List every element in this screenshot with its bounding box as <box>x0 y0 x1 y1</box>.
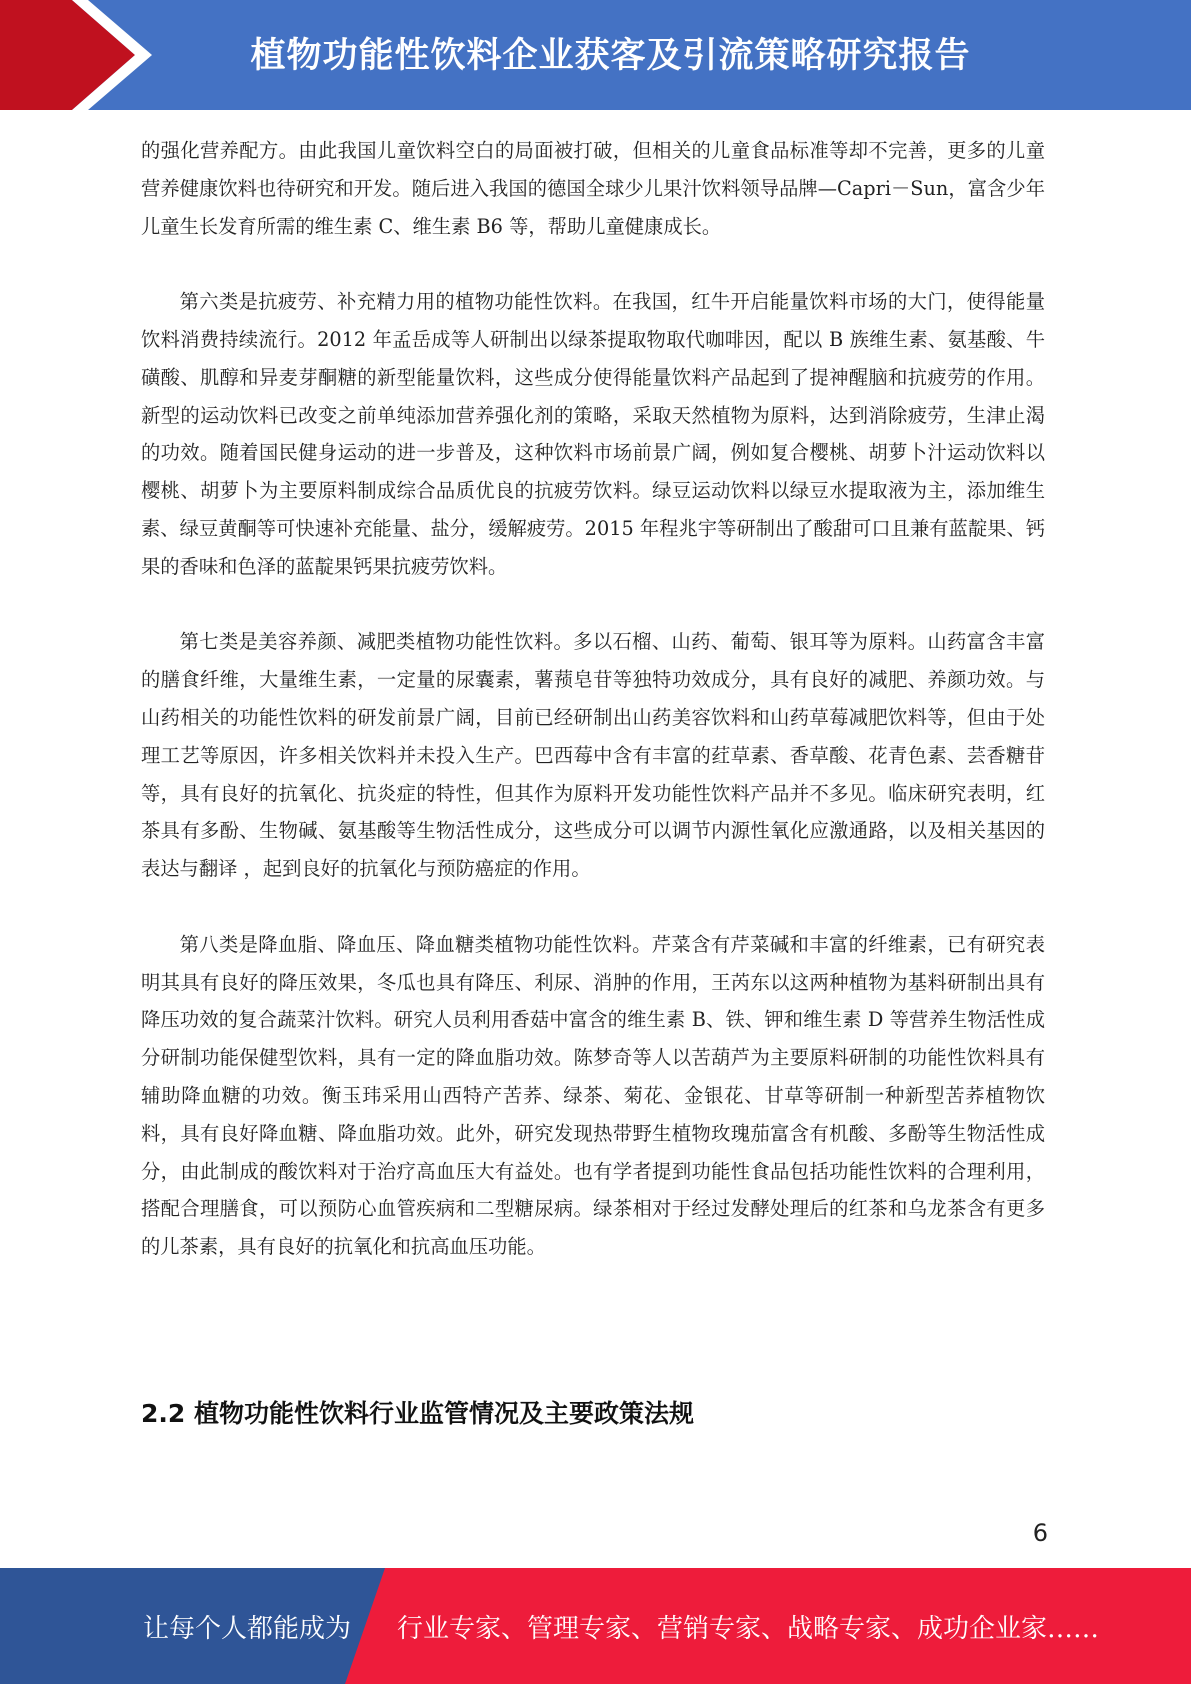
paragraph-category-six: 第六类是抗疲劳、补充精力用的植物功能性饮料。在我国，红牛开启能量饮料市场的大门，使得能量饮料消费持续流行。2012 年孟岳成等人研制出以绿茶提取物取代咖啡因，配以 B 族维生素、氨基酸、牛磺酸、肌醇和异麦芽酮糖的新型能量饮料，这些成分使得能量饮料产品起到了提神醒脑和抗疲劳的作用。新型的运动饮料已改变之前单纯添加营养强化剂的策略，采取天然植物为原料，达到消除疲劳，生津止渴的功效。随着国民健身运动的进一步普及，这种饮料市场前景广阔，例如复合樱桃、胡萝卜汁运动饮料以樱桃、胡萝卜为主要原料制成综合品质优良的抗疲劳饮料。绿豆运动饮料以绿豆水提取液为主，添加维生素、绿豆黄酮等可快速补充能量、盐分，缓解疲劳。2015 年程兆宇等研制出了酸甜可口且兼有蓝靛果、钙果的香味和色泽的蓝靛果钙果抗疲劳饮料。 <box>141 290 1045 578</box>
footer-slogan-left: 让每个人都能成为 <box>143 1614 352 1644</box>
section-heading: 2.2 植物功能性饮料行业监管情况及主要政策法规 <box>141 1399 694 1428</box>
document-body <box>141 132 1045 1266</box>
report-title: 植物功能性饮料企业获客及引流策略研究报告 <box>250 36 971 76</box>
footer-banner <box>0 1568 1191 1684</box>
paragraph-category-eight: 第八类是降血脂、降血压、降血糖类植物功能性饮料。芹菜含有芹菜碱和丰富的纤维素，已有研究表明其具有良好的降压效果，冬瓜也具有降压、利尿、消肿的作用，王芮东以这两种植物为基料研制出具有降压功效的复合蔬菜汁饮料。研究人员利用香菇中富含的维生素 B、铁、钾和维生素 D 等营养生物活性成分研制功能保健型饮料，具有一定的降血脂功效。陈梦奇等人以苦葫芦为主要原料研制的功能性饮料具有辅助降血糖的功效。衡玉玮采用山西特产苦荞、绿茶、菊花、金银花、甘草等研制一种新型苦荞植物饮料，具有良好降血糖、降血脂功效。此外，研究发现热带野生植物玫瑰茄富含有机酸、多酚等生物活性成分，由此制成的酸饮料对于治疗高血压大有益处。也有学者提到功能性食品包括功能性饮料的合理利用，搭配合理膳食，可以预防心血管疾病和二型糖尿病。绿茶相对于经过发酵处理后的红茶和乌龙茶含有更多的儿茶素，具有良好的抗氧化和抗高血压功能。 <box>141 932 1045 1259</box>
page-number: 6 <box>1032 1519 1048 1547</box>
header-banner <box>0 0 1191 110</box>
paragraph-category-seven: 第七类是美容养颜、减肥类植物功能性饮料。多以石榴、山药、葡萄、银耳等为原料。山药富含丰富的膳食纤维，大量维生素，一定量的尿囊素，薯蓣皂苷等独特功效成分，具有良好的减肥、养颜功效。与山药相关的功能性饮料的研发前景广阔，目前已经研制出山药美容饮料和山药草莓减肥饮料等，但由于处理工艺等原因，许多相关饮料并未投入生产。巴西莓中含有丰富的荭草素、香草酸、花青色素、芸香糖苷等，具有良好的抗氧化、抗炎症的特性，但其作为原料开发功能性饮料产品并不多见。临床研究表明，红茶具有多酚、生物碱、氨基酸等生物活性成分，这些成分可以调节内源性氧化应激通路，以及相关基因的表达与翻译 ，起到良好的抗氧化与预防癌症的作用。 <box>141 630 1045 881</box>
paragraph-children-drinks: 的强化营养配方。由此我国儿童饮料空白的局面被打破，但相关的儿童食品标准等却不完善，更多的儿童营养健康饮料也待研究和开发。随后进入我国的德国全球少儿果汁饮料领导品牌—Capri－Sun，富含少年儿童生长发育所需的维生素 C、维生素 B6 等，帮助儿童健康成长。 <box>141 139 1045 238</box>
footer-slogan-right: 行业专家、管理专家、营销专家、战略专家、成功企业家…… <box>397 1614 1100 1644</box>
